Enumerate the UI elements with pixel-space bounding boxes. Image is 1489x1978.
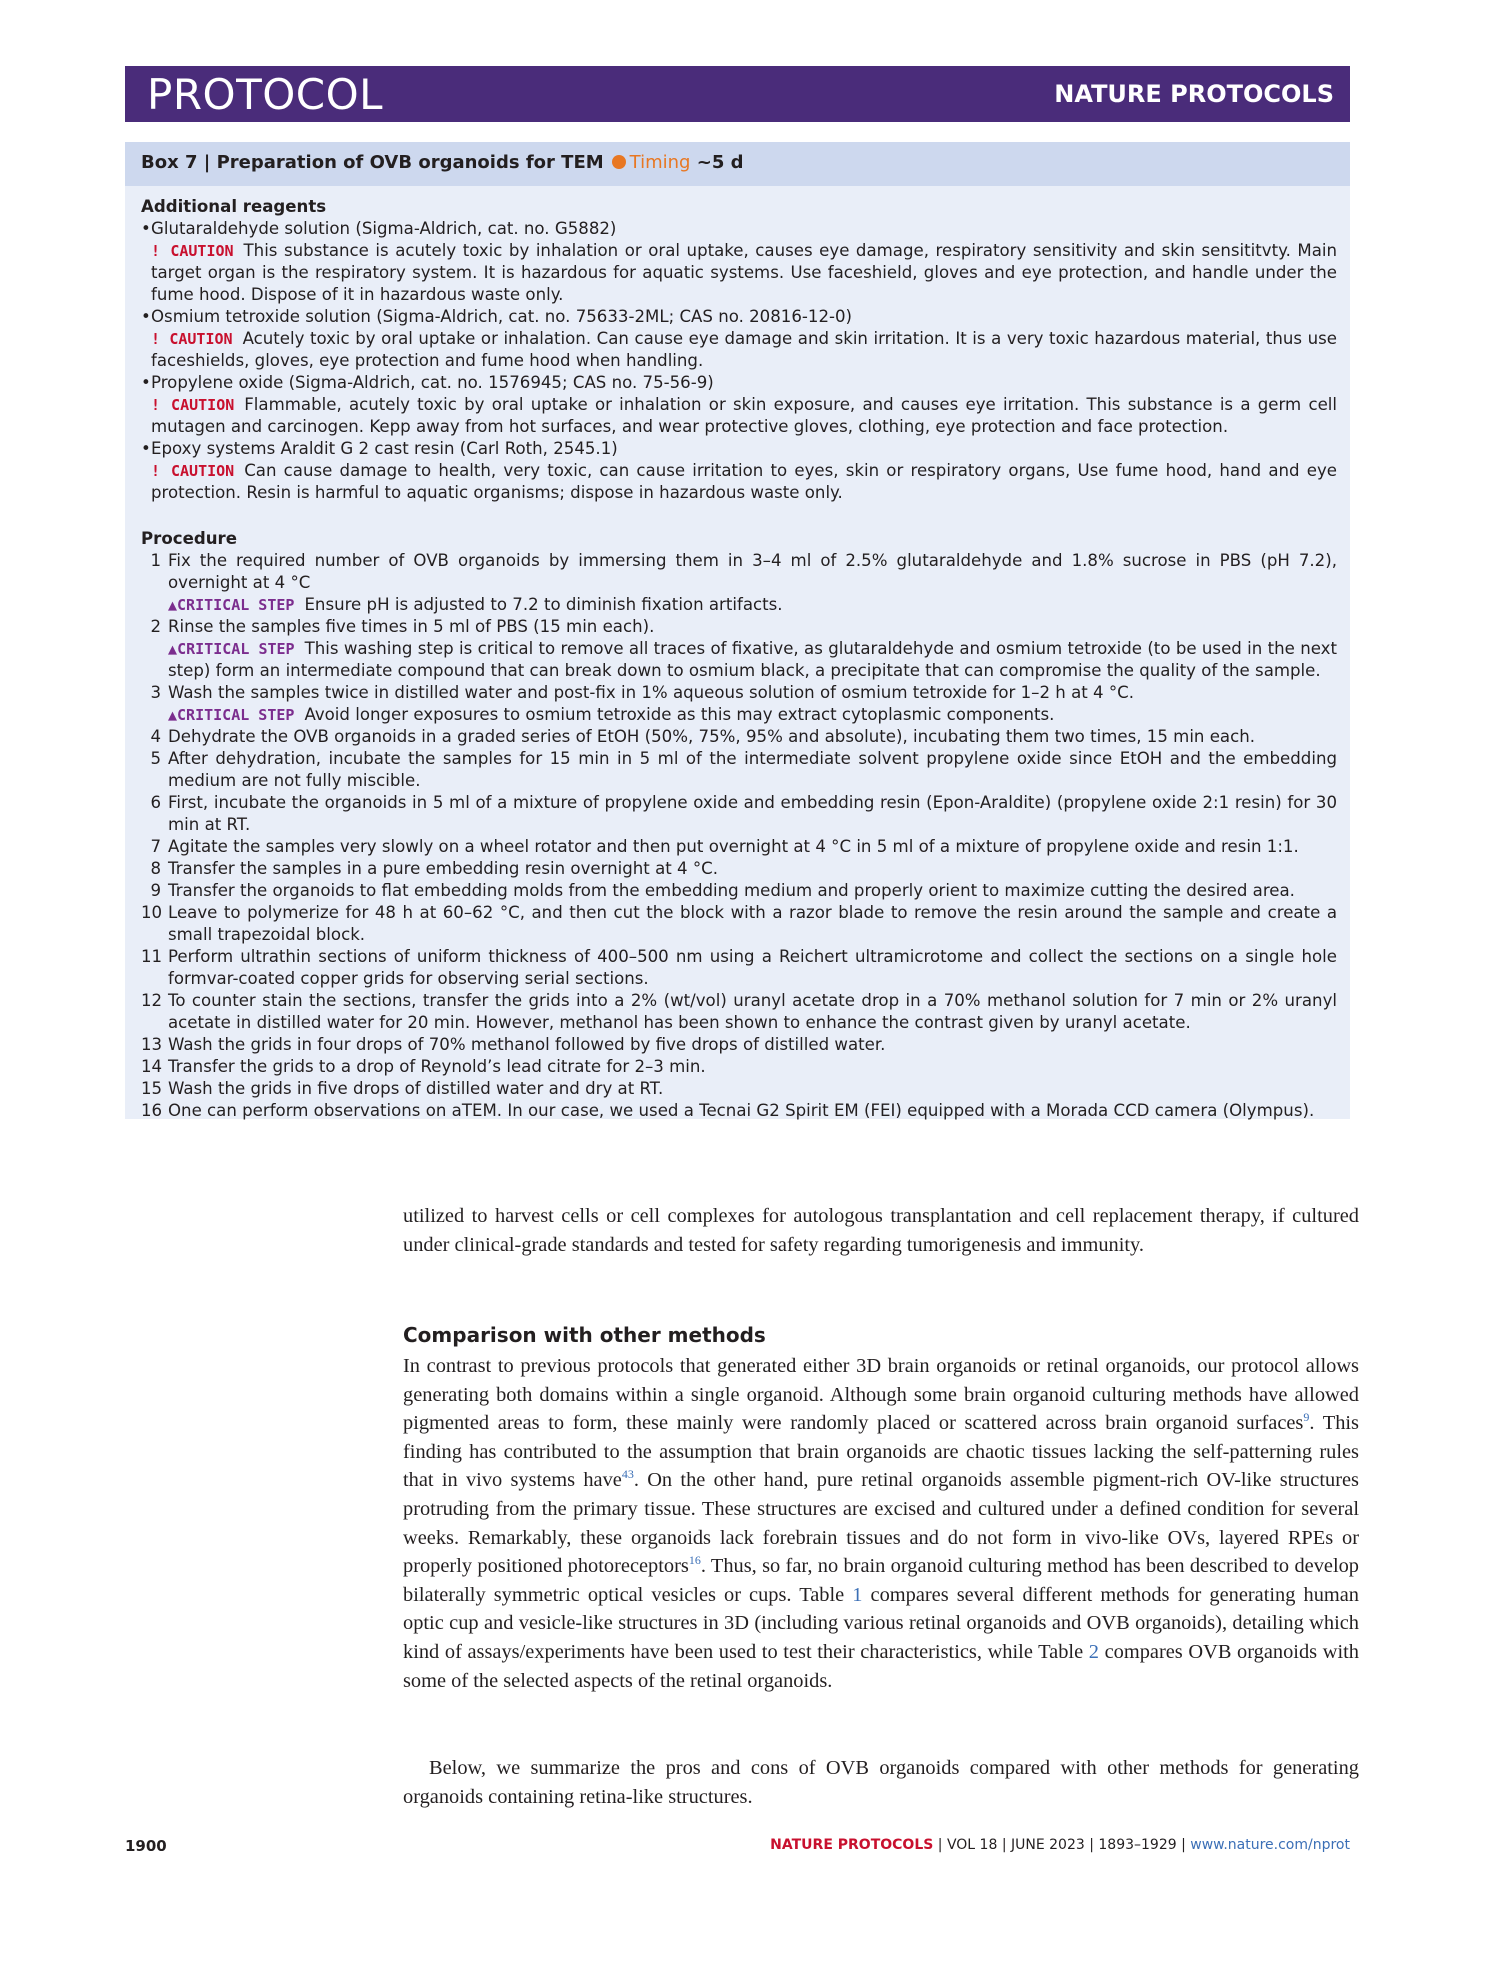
step-number: 9 — [150, 881, 161, 900]
footer-citation-details: | VOL 18 | JUNE 2023 | 1893–1929 | — [933, 1837, 1191, 1853]
step-number: 14 — [141, 1057, 163, 1076]
step-text: Transfer the samples in a pure embedding resin overnight at 4 °C. — [168, 859, 719, 878]
p2-text-f: compares OVB organoids with some of the selected aspects of the retinal organoids. — [403, 1640, 1359, 1692]
step-number: 10 — [141, 903, 163, 922]
p2-text-c: . On the other hand, pure retinal organoids assemble pigment-rich OV-like structures protruding from the primary tissue. These structures are excised and cultured under a defined condition for several weeks. Remarkably, these organoids lack forebrain tissues and do not form in vivo-like OVs, layered RPEs or properly positioned photoreceptors — [403, 1469, 1359, 1578]
journal-header-bar — [125, 66, 1350, 122]
critical-step-label: ▲CRITICAL STEP — [168, 706, 295, 724]
critical-step-text: Avoid longer exposures to osmium tetroxide as this may extract cytoplasmic components. — [304, 705, 1055, 724]
body-paragraph-2 — [403, 1352, 1359, 1695]
caution-text: Acutely toxic by oral uptake or inhalation. Can cause eye damage and skin irritation. It is a very toxic hazardous material, thus use faceshields, gloves, eye protection and fume hood when handling. — [151, 329, 1337, 370]
body-paragraph-1: utilized to harvest cells or cell complexes for autologous transplantation and cell replacement therapy, if cultured under clinical-grade standards and tested for safety regarding tumorigenesis and immunity. — [403, 1205, 1359, 1256]
timing-dot-icon — [612, 155, 626, 169]
footer-citation — [770, 1837, 1350, 1853]
caution-note — [141, 460, 1337, 504]
reagent-item — [141, 372, 1337, 394]
step-text: Rinse the samples five times in 5 ml of PBS (15 min each). — [168, 617, 655, 636]
reagent-item — [141, 218, 1337, 240]
reagent-name: Epoxy systems Araldit G 2 cast resin (Carl Roth, 2545.1) — [151, 439, 618, 458]
step-number: 3 — [150, 683, 161, 702]
procedure-step — [141, 836, 1337, 858]
critical-step-note — [168, 704, 1337, 726]
procedure-step — [141, 748, 1337, 792]
caution-label: ! CAUTION — [151, 462, 235, 480]
critical-step-note — [168, 594, 1337, 616]
procedure-step — [141, 1078, 1337, 1100]
critical-step-text: This washing step is critical to remove all traces of fixative, as glutaraldehyde and osmium tetroxide (to be used in the next step) form an intermediate compound that can break down to osmium black, a precipitate that can compromise the quality of the sample. — [168, 639, 1337, 680]
critical-step-label: ▲CRITICAL STEP — [168, 596, 295, 614]
journal-url-link[interactable]: www.nature.com/nprot — [1190, 1837, 1350, 1853]
reagent-name: Propylene oxide (Sigma-Aldrich, cat. no. 1576945; CAS no. 75-56-9) — [151, 373, 714, 392]
step-text: Perform ultrathin sections of uniform thickness of 400–500 nm using a Reichert ultramicrotome and collect the sections on a single hole formvar-coated copper grids for observing serial sections. — [168, 947, 1337, 988]
header-protocol-label: PROTOCOL — [147, 70, 384, 119]
box-7 — [125, 142, 1350, 1119]
box-title-bar — [125, 142, 1350, 186]
caution-note — [141, 394, 1337, 438]
step-text: To counter stain the sections, transfer the grids into a 2% (wt/vol) uranyl acetate drop in a 70% methanol solution for 7 min or 2% uranyl acetate in distilled water for 20 min. However, methanol has been shown to enhance the contrast given by uranyl acetate. — [168, 991, 1337, 1032]
step-text: One can perform observations on aTEM. In our case, we used a Tecnai G2 Spirit EM (FEI) equipped with a Morada CCD camera (Olympus). — [168, 1101, 1315, 1120]
step-number: 2 — [150, 617, 161, 636]
caution-label: ! CAUTION — [151, 330, 233, 348]
procedure-step — [141, 858, 1337, 880]
header-journal-name: NATURE PROTOCOLS — [1054, 80, 1334, 108]
caution-text: Flammable, acutely toxic by oral uptake or inhalation or skin exposure, and causes eye irritation. This substance is a germ cell mutagen and carcinogen. Kepp away from hot surfaces, and wear protective gloves, clothing, eye protection and face protection. — [151, 395, 1338, 436]
bullet-icon: • — [141, 219, 151, 238]
p2-text-b: . This finding has contributed to the assumption that brain organoids are chaotic tissues lacking the self-patterning rules that in vivo systems have — [403, 1412, 1359, 1492]
table-link[interactable]: 1 — [852, 1583, 863, 1606]
caution-label: ! CAUTION — [151, 242, 234, 260]
procedure-step — [141, 550, 1337, 616]
reference-link[interactable]: 16 — [688, 1553, 701, 1568]
step-number: 6 — [150, 793, 161, 812]
procedure-step — [141, 902, 1337, 946]
step-number: 16 — [141, 1101, 163, 1120]
timing-value: ~5 d — [696, 152, 744, 173]
step-text: Agitate the samples very slowly on a wheel rotator and then put overnight at 4 °C in 5 ml of a mixture of propylene oxide and resin 1:1. — [168, 837, 1299, 856]
table-link[interactable]: 2 — [1088, 1640, 1099, 1663]
reagent-item — [141, 306, 1337, 328]
bullet-icon: • — [141, 307, 151, 326]
step-number: 13 — [141, 1035, 163, 1054]
step-number: 1 — [150, 551, 161, 570]
box-title-text: Box 7 | Preparation of OVB organoids for TEM — [141, 152, 604, 173]
reagent-name: Osmium tetroxide solution (Sigma-Aldrich, cat. no. 75633-2ML; CAS no. 20816-12-0) — [151, 307, 853, 326]
step-number: 7 — [150, 837, 161, 856]
procedure-steps — [141, 550, 1337, 1122]
critical-step-note — [168, 638, 1337, 682]
procedure-step — [141, 1100, 1337, 1122]
page-footer — [125, 1837, 1350, 1859]
body-paragraph-3: Below, we summarize the pros and cons of OVB organoids compared with other methods for generating organoids containing retina-like structures. — [403, 1757, 1359, 1808]
step-text: Wash the grids in five drops of distilled water and dry at RT. — [168, 1079, 664, 1098]
step-text: Leave to polymerize for 48 h at 60–62 °C, and then cut the block with a razor blade to remove the resin around the sample and create a small trapezoidal block. — [168, 903, 1337, 944]
step-text: Fix the required number of OVB organoids by immersing them in 3–4 ml of 2.5% glutaraldehyde and 1.8% sucrose in PBS (pH 7.2), overnight at 4 °C — [168, 551, 1337, 592]
step-number: 12 — [141, 991, 163, 1010]
procedure-step — [141, 946, 1337, 990]
step-number: 4 — [150, 727, 161, 746]
p2-text-d: . Thus, so far, no brain organoid culturing method has been described to develop bilaterally symmetric optical vesicles or cups. Table — [403, 1555, 1359, 1606]
procedure-step — [141, 616, 1337, 682]
step-text: Transfer the organoids to flat embedding molds from the embedding medium and properly orient to maximize cutting the desired area. — [168, 881, 1295, 900]
step-text: First, incubate the organoids in 5 ml of a mixture of propylene oxide and embedding resin (Epon-Araldite) (propylene oxide 2:1 resin) for 30 min at RT. — [168, 793, 1337, 834]
step-text: Wash the grids in four drops of 70% methanol followed by five drops of distilled water. — [168, 1035, 886, 1054]
footer-journal-name: NATURE PROTOCOLS — [770, 1837, 934, 1853]
step-number: 11 — [141, 947, 163, 966]
reagents-heading: Additional reagents — [141, 197, 327, 216]
section-heading: Comparison with other methods — [403, 1323, 766, 1347]
box-title — [141, 152, 744, 173]
page-number: 1900 — [125, 1837, 167, 1855]
p2-text-a: In contrast to previous protocols that generated either 3D brain organoids or retinal organoids, our protocol allows generating both domains within a single organoid. Although some brain organoid culturing methods have allowed pigmented areas to form, these mainly were randomly placed or scattered across brain organoid surfaces — [403, 1355, 1359, 1435]
procedure-step — [141, 792, 1337, 836]
p2-text-e: compares several different methods for generating human optic cup and vesicle-like structures in 3D (including various retinal organoids and OVB organoids), detailing which kind of assays/experiments have been used to test their characteristics, while Table — [403, 1583, 1359, 1663]
reagents-list — [141, 218, 1337, 504]
caution-text: Can cause damage to health, very toxic, can cause irritation to eyes, skin or respiratory organs, Use fume hood, hand and eye protection. Resin is harmful to aquatic organisms; dispose in hazardous waste only. — [151, 461, 1337, 502]
step-number: 15 — [141, 1079, 163, 1098]
procedure-step — [141, 682, 1337, 726]
step-number: 5 — [150, 749, 161, 768]
caution-note — [141, 328, 1337, 372]
procedure-step — [141, 990, 1337, 1034]
step-number: 8 — [150, 859, 161, 878]
procedure-step — [141, 1034, 1337, 1056]
timing-label: Timing — [629, 152, 691, 173]
procedure-step — [141, 880, 1337, 902]
reference-link[interactable]: 43 — [621, 1467, 634, 1482]
bullet-icon: • — [141, 439, 151, 458]
caution-text: This substance is acutely toxic by inhalation or oral uptake, causes eye damage, respiratory sensitivity and skin sensititvty. Main target organ is the respiratory system. It is hazardous for aquatic systems. Use faceshield, gloves and eye protection, and handle under the fume hood. Dispose of it in hazardous waste only. — [151, 241, 1337, 304]
critical-step-label: ▲CRITICAL STEP — [168, 640, 295, 658]
caution-label: ! CAUTION — [151, 396, 235, 414]
reagent-item — [141, 438, 1337, 460]
procedure-heading: Procedure — [141, 529, 237, 548]
reference-link[interactable]: 9 — [1303, 1410, 1310, 1425]
critical-step-text: Ensure pH is adjusted to 7.2 to diminish fixation artifacts. — [304, 595, 783, 614]
step-text: Transfer the grids to a drop of Reynold’s lead citrate for 2–3 min. — [168, 1057, 706, 1076]
procedure-step — [141, 726, 1337, 748]
procedure-step — [141, 1056, 1337, 1078]
bullet-icon: • — [141, 373, 151, 392]
box-content — [141, 196, 1337, 1122]
reagent-name: Glutaraldehyde solution (Sigma-Aldrich, cat. no. G5882) — [151, 219, 617, 238]
step-text: Wash the samples twice in distilled water and post-fix in 1% aqueous solution of osmium tetroxide for 1–2 h at 4 °C. — [168, 683, 1135, 702]
step-text: After dehydration, incubate the samples for 15 min in 5 ml of the intermediate solvent propylene oxide since EtOH and the embedding medium are not fully miscible. — [168, 749, 1337, 790]
caution-note — [141, 240, 1337, 306]
step-text: Dehydrate the OVB organoids in a graded series of EtOH (50%, 75%, 95% and absolute), incubating them two times, 15 min each. — [168, 727, 1256, 746]
